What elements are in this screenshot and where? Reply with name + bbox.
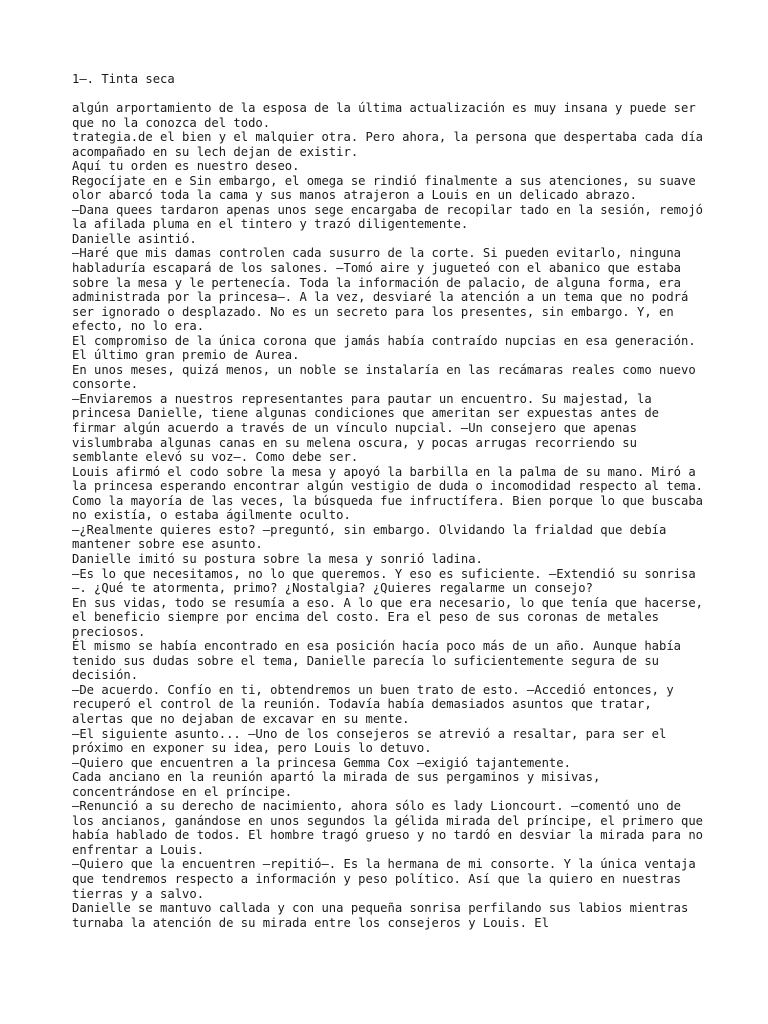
paragraph: —Haré que mis damas controlen cada susurro de la corte. Si pueden evitarlo, ninguna habladuría escapará de los salones. —Tomó aire y jugueteó con el abanico que estaba sobre la mesa y le pertenecía. Toda la información de palacio, de alguna forma, era administrada por la princesa—. A la vez, desviaré la atención a un tema que no podrá ser ignorado o desplazado. No es un secreto para los presentes, sin embargo. Y, en efecto, no lo era. <box>72 246 689 334</box>
paragraph: —Quiero que encuentren a la princesa Gemma Cox —exigió tajantemente. <box>72 755 571 770</box>
paragraph: —Dana quees tardaron apenas unos sege encargaba de recopilar tado en la sesión, remojó la afilada pluma en el tintero y trazó diligentemente. <box>72 202 704 232</box>
paragraph: Danielle se mantuvo callada y con una pequeña sonrisa perfilando sus labios mientras turnaba la atención de su mirada entre los consejeros y Louis. El <box>72 901 689 930</box>
chapter-title: 1—. Tinta seca <box>72 72 175 86</box>
paragraph: —Enviaremos a nuestros representantes para pautar un encuentro. Su majestad, la princesa Danielle, tiene algunas condiciones que ameritan ser expuestas antes de firmar algún acuerdo a través de un vínculo nupcial. —Un consejero que apenas vislumbraba algunas canas en su melena oscura, y pocas arrugas recorriendo su semblante elevó su voz—. Como debe ser. <box>72 391 659 465</box>
paragraph: El compromiso de la única corona que jamás había contraído nupcias en esa generación. El último gran premio de Aurea. <box>72 333 696 363</box>
paragraph: Danielle imitó su postura sobre la mesa y sonrió ladina. <box>72 551 483 566</box>
paragraph: —El siguiente asunto... —Uno de los consejeros se atrevió a resaltar, para ser el próximo en exponer su idea, pero Louis lo detuvo. <box>72 726 667 756</box>
paragraph: Aquí tu orden es nuestro deseo. <box>72 159 300 174</box>
paragraph: Danielle asintió. <box>72 231 197 246</box>
paragraph: —¿Realmente quieres esto? —preguntó, sin embargo. Olvidando la frialdad que debía mantener sobre ese asunto. <box>72 522 667 552</box>
paragraph: —Renunció a su derecho de nacimiento, ahora sólo es lady Lioncourt. —comentó uno de los ancianos, ganándose en unos segundos la gélida mirada del príncipe, el primero que había hablado de todos. El hombre tragó grueso y no tardó en desviar la mirada para no enfrentar a Louis. <box>72 799 704 857</box>
paragraph: Regocíjate en e Sin embargo, el omega se rindió finalmente a sus atenciones, su suave olor abarcó toda la cama y sus manos atrajeron a Louis en un delicado abrazo. <box>72 173 696 203</box>
paragraph: algún arportamiento de la esposa de la última actualización es muy insana y puede ser que no la conozca del todo. <box>72 101 696 130</box>
paragraph: —Quiero que la encuentren —repitió—. Es la hermana de mi consorte. Y la única ventaja que tendremos respecto a información y peso político. Así que la quiero en nuestras tierras y a salvo. <box>72 857 696 901</box>
document-body <box>72 101 708 930</box>
paragraph: En unos meses, quizá menos, un noble se instalaría en las recámaras reales como nuevo consorte. <box>72 362 696 392</box>
paragraph: trategia.de el bien y el malquier otra. Pero ahora, la persona que despertaba cada día acompañado en su lech dejan de existir. <box>72 130 704 159</box>
paragraph: Él mismo se había encontrado en esa posición hacía poco más de un año. Aunque había tenido sus dudas sobre el tema, Danielle parecía lo suficientemente segura de su decisión. <box>72 639 682 683</box>
paragraph: Cada anciano en la reunión apartó la mirada de sus pergaminos y misivas, concentrándose en el príncipe. <box>72 770 601 799</box>
paragraph: —De acuerdo. Confío en ti, obtendremos un buen trato de esto. —Accedió entonces, y recuperó el control de la reunión. Todavía había demasiados asuntos que tratar, alertas que no dejaban de excavar en su mente. <box>72 682 674 726</box>
paragraph: —Es lo que necesitamos, no lo que queremos. Y eso es suficiente. —Extendió su sonrisa—. ¿Qué te atormenta, primo? ¿Nostalgia? ¿Quieres regalarme un consejo? <box>72 566 696 596</box>
paragraph: Louis afirmó el codo sobre la mesa y apoyó la barbilla en la palma de su mano. Miró a la princesa esperando encontrar algún vestigio de duda o incomodidad respecto al tema. Como la mayoría de las veces, la búsqueda fue infructífera. Bien porque lo que buscaba no existía, o estaba ágilmente oculto. <box>72 464 704 523</box>
paragraph: En sus vidas, todo se resumía a eso. A lo que era necesario, lo que tenía que hacerse, el beneficio siempre por encima del costo. Era el peso de sus coronas de metales preciosos. <box>72 595 704 639</box>
